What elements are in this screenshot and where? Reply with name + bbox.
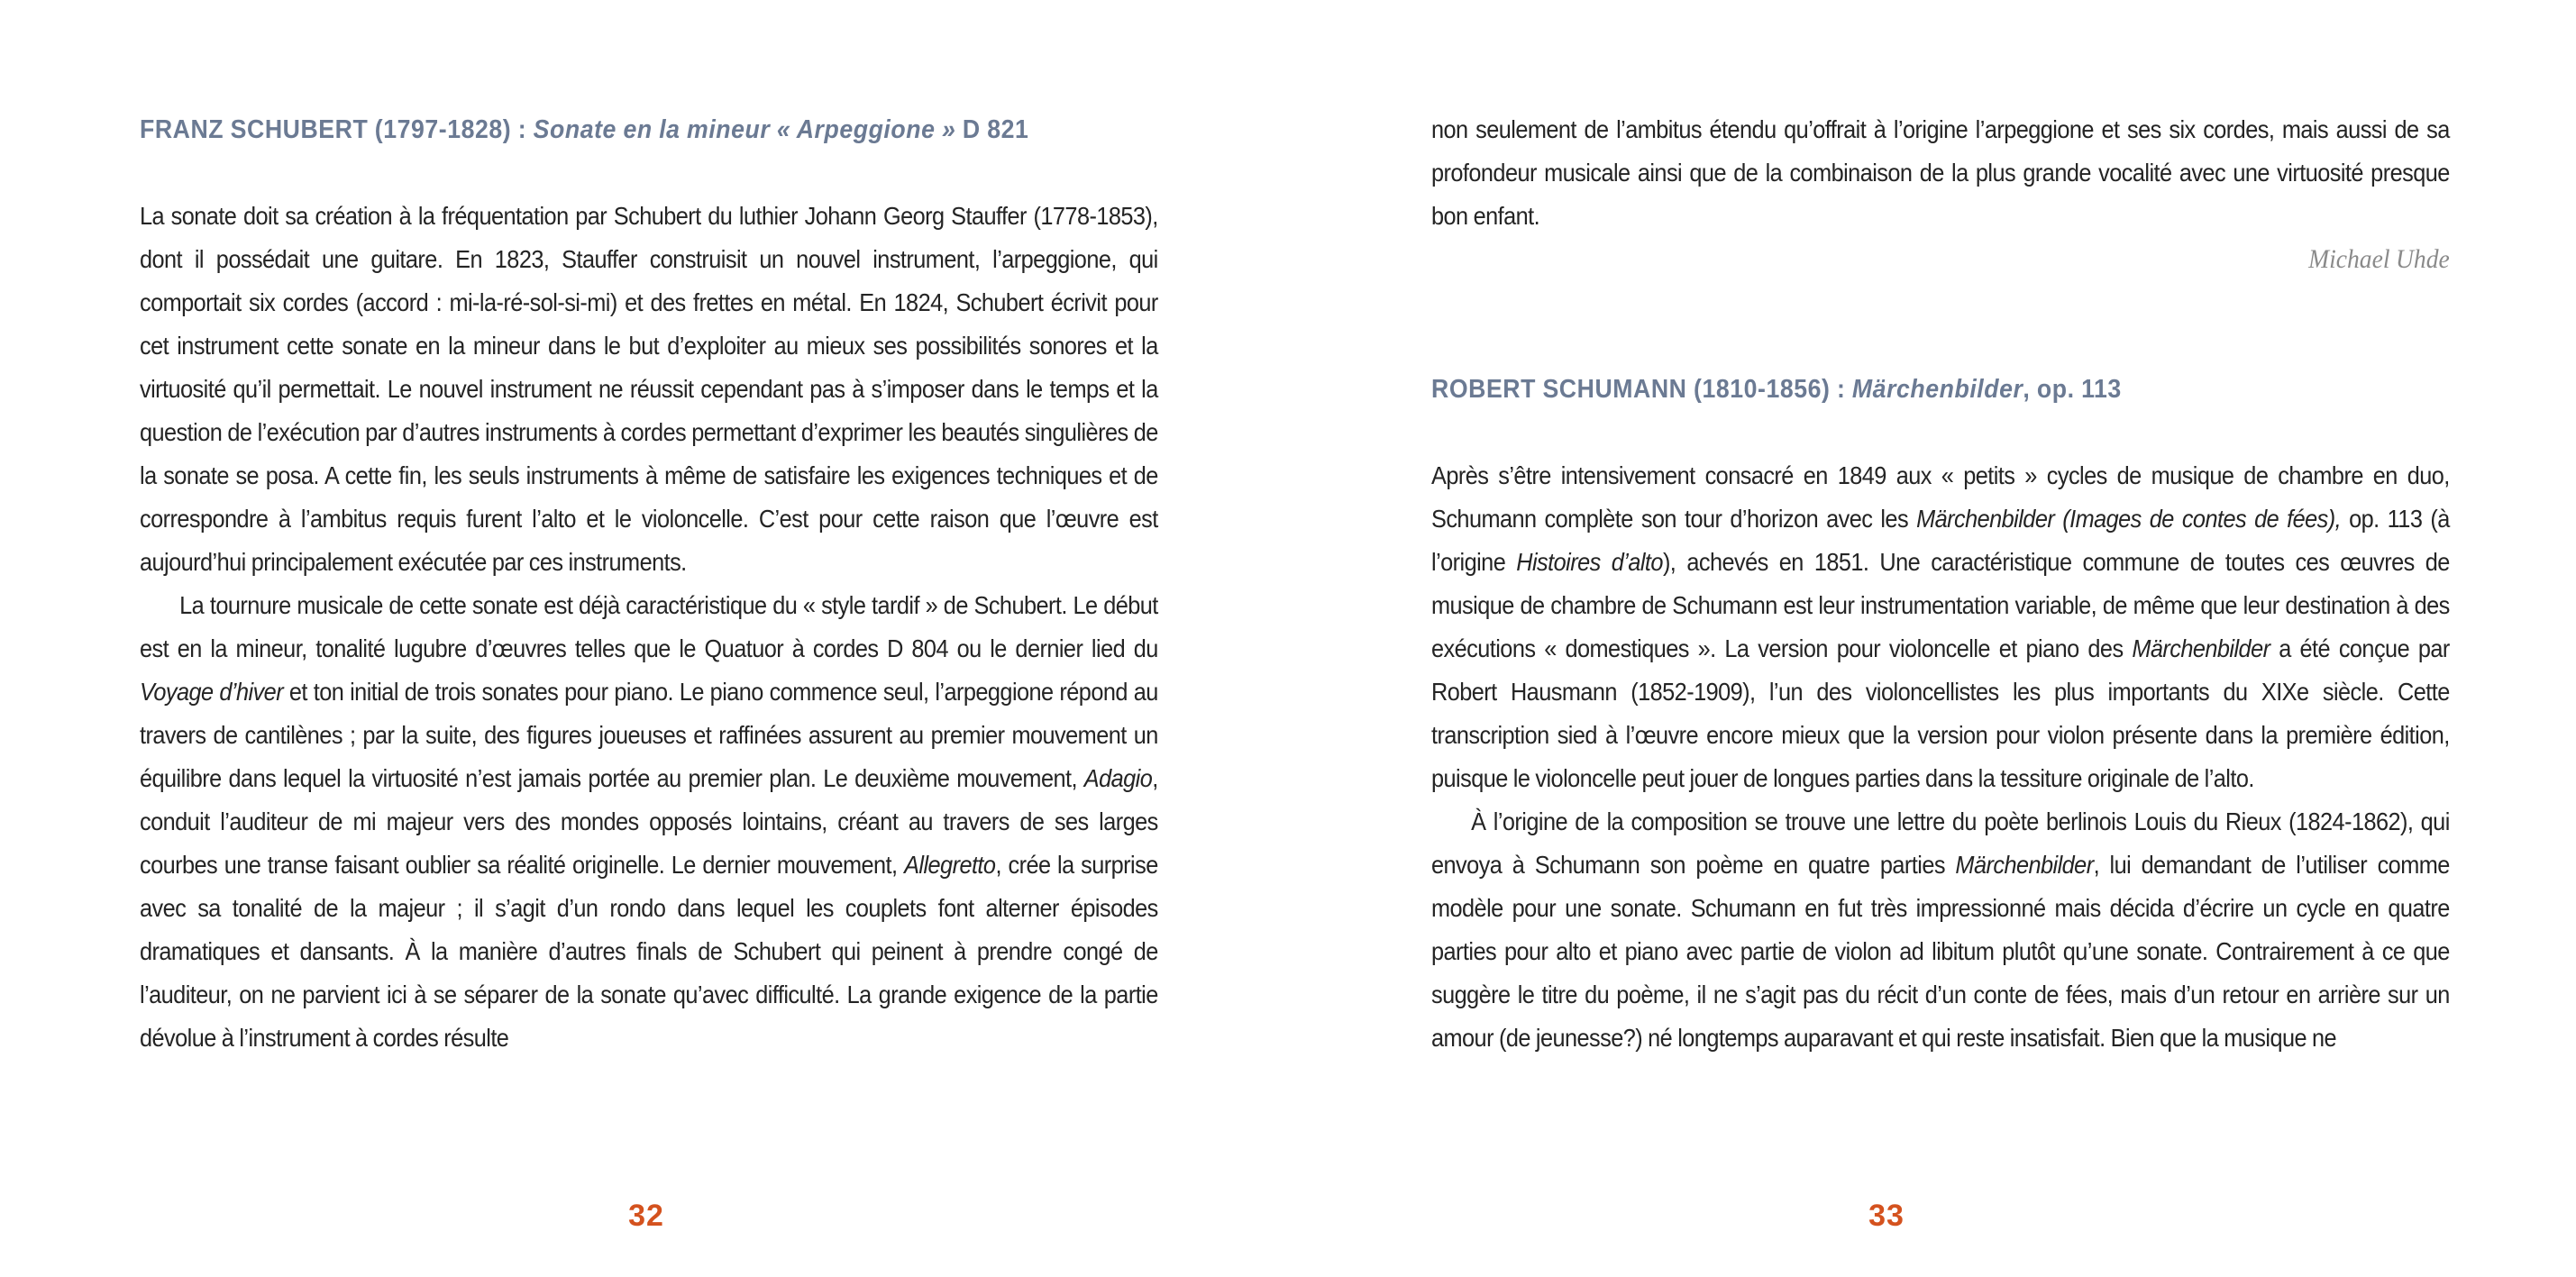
page-number-right: 33	[1868, 1199, 1905, 1233]
italic-marchenbilder: Märchenbilder	[2132, 634, 2270, 662]
schubert-paragraph-1: La sonate doit sa création à la fréquentation par Schubert du luthier Johann Georg Stauffer (1778-1853), dont il possédait une guitare. En 1823, Stauffer construisit un nouvel instrument, l’arpeggione, qui comportait six cordes (accord : mi-la-ré-sol-si-mi) et des frettes en métal. En 1824, Schubert écrivit pour cet instrument cette sonate en la mineur dans le but d’exploiter au mieux ses possibilités sonores et la virtuosité qu’il permettait. Le nouvel instrument ne réussit cependant pas à s’imposer dans le temps et la question de l’exécution par d’autres instruments à cordes permettant d’exprimer les beautés singulières de la sonate se posa. A cette fin, les seuls instruments à même de satisfaire les exigences techniques et de correspondre à l’ambitus requis furent l’alto et le violoncelle. C’est pour cette raison que l’œuvre est aujourd’hui principalement exécutée par ces instruments.	[140, 202, 1158, 576]
italic-marchenbilder: Märchenbilder	[1955, 851, 2094, 879]
italic-histoires-alto: Histoires d’alto	[1516, 548, 1663, 576]
text-run: À l’origine de la composition se trouve une lettre du poète berlinois Louis du Rieux (1824-1862), qui envoya à Schumann son poème en quatre parties	[1431, 807, 2450, 879]
schumann-work-title: Märchenbilder	[1851, 375, 2023, 404]
right-text-column	[1431, 108, 2450, 1060]
left-text-column	[140, 108, 1158, 1060]
schubert-work-title: Sonate en la mineur « Arpeggione »	[533, 115, 956, 144]
text-run: a été conçue par Robert Hausmann (1852-1909), l’un des violoncellistes les plus importants du XIXe siècle. Cette transcription sied à l’œuvre encore mieux que la version pour violon présente dans la première édition, puisque le violoncelle peut jouer de longues parties dans la tessiture originale de l’alto.	[1431, 634, 2450, 792]
text-run: ), achevés en 1851. Une caractéristique commune de toutes ces œuvres de musique de chambre de Schumann est leur instrumentation variable, de même que leur destination à des exécutions « domestiques ». La version pour violoncelle et piano des	[1431, 548, 2450, 662]
text-run: La tournure musicale de cette sonate est déjà caractéristique du « style tardif » de Schubert. Le début est en la mineur, tonalité lugubre d’œuvres telles que le Quatuor à cordes D 804 ou le dernier lied du	[140, 591, 1158, 662]
text-run: op. 113 (à l’origine	[1431, 505, 2450, 576]
schubert-composer: FRANZ SCHUBERT (1797-1828) :	[140, 115, 534, 144]
page-number-left: 32	[628, 1199, 664, 1233]
text-run: , conduit l’auditeur de mi majeur vers des mondes opposés lointains, créant au travers de ses larges courbes une transe faisant oublier sa réalité originelle. Le dernier mouvement,	[140, 764, 1158, 879]
italic-allegretto: Allegretto	[904, 851, 996, 879]
schumann-composer: ROBERT SCHUMANN (1810-1856) :	[1431, 375, 1852, 404]
italic-adagio: Adagio	[1083, 764, 1153, 792]
schumann-catalog: , op. 113	[2023, 375, 2122, 404]
right-page	[1288, 0, 2576, 1277]
text-run: , crée la surprise avec sa tonalité de la majeur ; il s’agit d’un rondo dans lequel les couplets font alterner épisodes dramatiques et dansants. À la manière d’autres finals de Schubert qui peinent à prendre congé de l’auditeur, on ne parvient ici à se séparer de la sonate qu’avec difficulté. La grande exigence de la partie dévolue à l’instrument à cordes résulte	[140, 851, 1158, 1052]
text-run: Après s’être intensivement consacré en 1849 aux « petits » cycles de musique de chambre en duo, Schumann complète son tour d’horizon avec les	[1431, 461, 2450, 533]
schubert-paragraph-continued: non seulement de l’ambitus étendu qu’offrait à l’origine l’arpeggione et ses six cordes, mais aussi de sa profondeur musicale ainsi que de la combinaison de la plus grande vocalité avec une virtuosité presque bon enfant.	[1431, 115, 2450, 230]
text-run: et ton initial de trois sonates pour piano. Le piano commence seul, l’arpeggione répond au travers de cantilènes ; par la suite, des figures joueuses et raffinées assurent au premier mouvement un équilibre dans lequel la virtuosité n’est jamais portée au premier plan. Le deuxième mouvement,	[140, 678, 1158, 792]
schumann-heading	[1431, 368, 2450, 411]
schubert-heading	[140, 108, 1158, 151]
schubert-paragraph-2	[140, 584, 1158, 1060]
italic-title-marchenbilder: Märchenbilder (Images de contes de fées),	[1916, 505, 2342, 533]
schumann-paragraph-2	[1431, 800, 2450, 1060]
author-signature: Michael Uhde	[2308, 244, 2450, 274]
text-run: , lui demandant de l’utiliser comme modèle pour une sonate. Schumann en fut très impressionné mais décida d’écrire un cycle en quatre parties pour alto et piano avec partie de violon ad libitum plutôt qu’une sonate. Contrairement à ce que suggère le titre du poème, il ne s’agit pas du récit d’un conte de fées, mais d’un retour en arrière sur un amour (de jeunesse?) né longtemps auparavant et qui reste insatisfait. Bien que la musique ne	[1431, 851, 2450, 1052]
italic-title-voyage: Voyage d’hiver	[140, 678, 284, 706]
schubert-catalog: D 821	[955, 115, 1029, 144]
schumann-paragraph-1	[1431, 454, 2450, 800]
